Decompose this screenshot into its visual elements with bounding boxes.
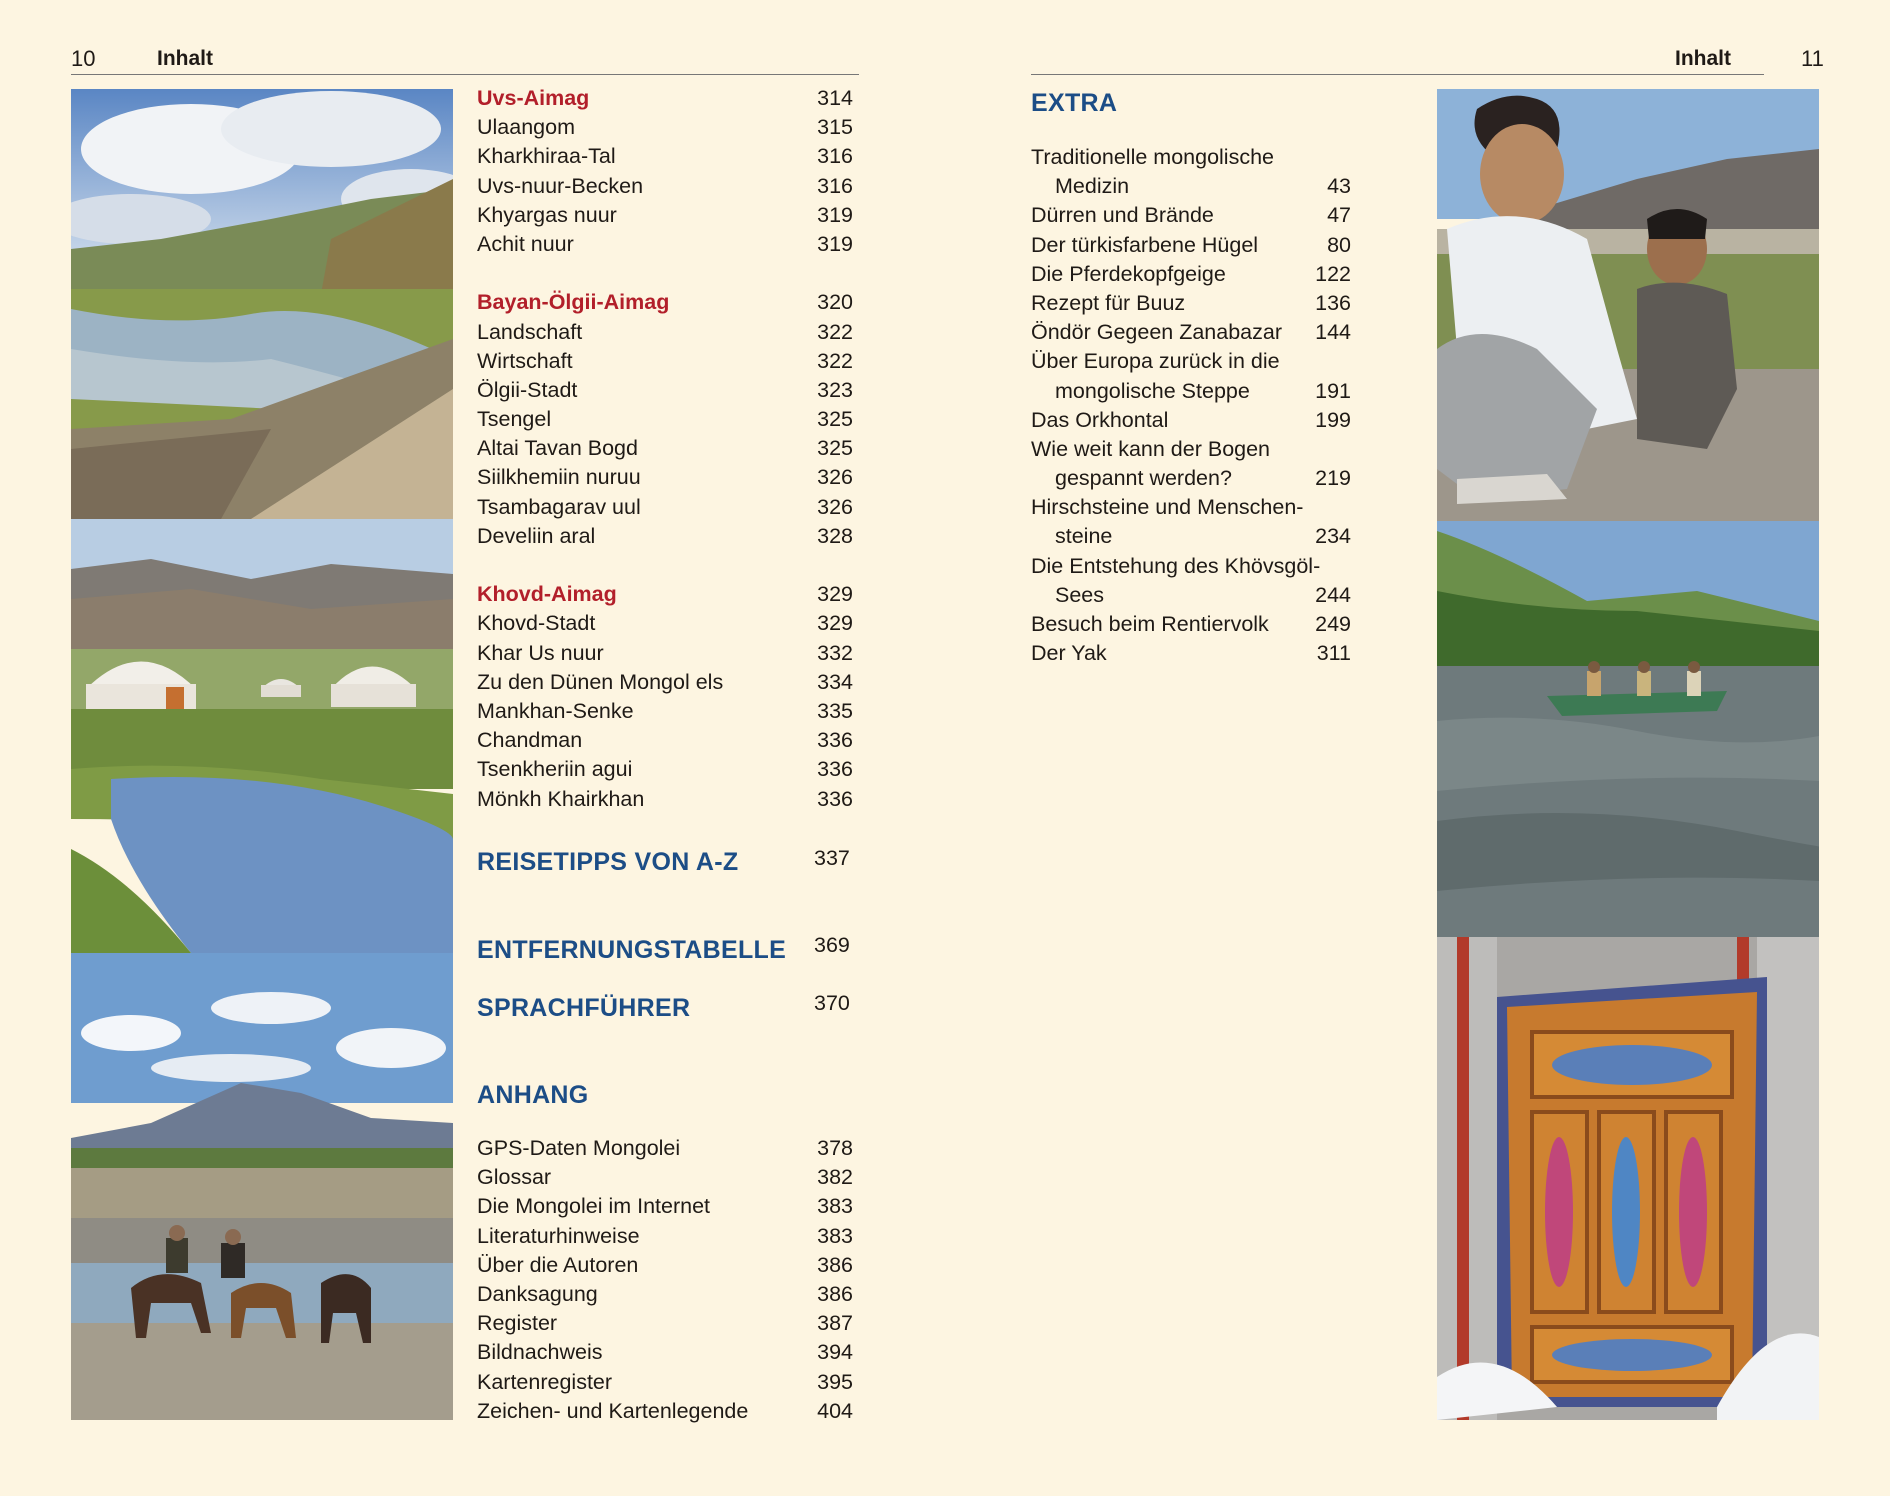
toc-entry[interactable]: Kartenregister 395 xyxy=(477,1369,853,1394)
toc-entry-continued[interactable]: mongolische Steppe 191 xyxy=(1055,378,1351,403)
toc-entry[interactable]: Das Orkhontal 199 xyxy=(1031,407,1351,432)
toc-entry[interactable]: Ölgii-Stadt 323 xyxy=(477,377,853,402)
toc-entry[interactable]: Hirschsteine und Menschen- xyxy=(1031,495,1304,520)
toc-entry[interactable]: Wirtschaft 322 xyxy=(477,348,853,373)
section-heading-sprachfuehrer[interactable]: SPRACHFÜHRER xyxy=(477,994,691,1022)
toc-entry[interactable]: Zu den Dünen Mongol els 334 xyxy=(477,669,853,694)
toc-entry[interactable]: Khar Us nuur 332 xyxy=(477,640,853,665)
yurt-camp-photo xyxy=(71,519,453,953)
toc-entry[interactable]: Über die Autoren 386 xyxy=(477,1252,853,1277)
toc-entry-continued[interactable]: Medizin 43 xyxy=(1055,174,1351,199)
toc-entry[interactable]: Tsenkheriin agui 336 xyxy=(477,757,853,782)
toc-entry[interactable]: Die Mongolei im Internet 383 xyxy=(477,1194,853,1219)
region-heading[interactable]: Bayan-Ölgii-Aimag 320 xyxy=(477,290,853,315)
toc-regions xyxy=(477,84,853,814)
header-rule xyxy=(71,74,859,75)
toc-entry[interactable]: Kharkhiraa-Tal 316 xyxy=(477,144,853,169)
toc-entry-continued[interactable]: steine 234 xyxy=(1055,524,1351,549)
toc-entry[interactable]: Siilkhemiin nuruu 326 xyxy=(477,465,853,490)
page-number: 11 xyxy=(1801,46,1824,71)
toc-entry-continued[interactable]: Sees 244 xyxy=(1055,582,1351,607)
toc-entry[interactable]: Wie weit kann der Bogen xyxy=(1031,436,1271,461)
section-heading-entfernungstabelle[interactable]: ENTFERNUNGSTABELLE xyxy=(477,936,787,964)
yurt-door-photo xyxy=(1437,937,1819,1420)
toc-entry[interactable]: Dürren und Brände 47 xyxy=(1031,203,1351,228)
toc-entry[interactable]: Bildnachweis 394 xyxy=(477,1340,853,1365)
right-page xyxy=(945,0,1890,1496)
toc-entry[interactable]: Altai Tavan Bogd 325 xyxy=(477,436,853,461)
page-header-title: Inhalt xyxy=(157,47,213,70)
toc-entry[interactable]: Uvs-nuur-Becken 316 xyxy=(477,173,853,198)
toc-appendix xyxy=(477,1134,853,1426)
toc-entry[interactable]: Mönkh Khairkhan 336 xyxy=(477,786,853,811)
toc-entry[interactable]: Danksagung 386 xyxy=(477,1281,853,1306)
toc-entry[interactable]: Über Europa zurück in die xyxy=(1031,349,1280,374)
header-rule xyxy=(1031,74,1764,75)
toc-entry[interactable]: Glossar 382 xyxy=(477,1165,853,1190)
mongolian-boys-photo xyxy=(1437,89,1819,521)
section-page-number: 337 xyxy=(814,846,850,870)
toc-entry[interactable]: Der türkisfarbene Hügel 80 xyxy=(1031,232,1351,257)
toc-extra xyxy=(1031,143,1351,668)
toc-entry[interactable]: Landschaft 322 xyxy=(477,319,853,344)
toc-entry[interactable]: Tsengel 325 xyxy=(477,407,853,432)
region-heading[interactable]: Khovd-Aimag 329 xyxy=(477,582,853,607)
page-number: 10 xyxy=(71,46,96,71)
toc-entry[interactable]: Achit nuur 319 xyxy=(477,231,853,256)
toc-entry[interactable]: Develiin aral 328 xyxy=(477,523,853,548)
toc-entry[interactable]: Die Pferdekopfgeige 122 xyxy=(1031,261,1351,286)
toc-entry[interactable]: Besuch beim Rentiervolk 249 xyxy=(1031,612,1351,636)
spacer xyxy=(477,551,853,580)
toc-entry[interactable]: Zeichen- und Kartenlegende 404 xyxy=(477,1398,853,1423)
toc-entry[interactable]: Tsambagarav uul 326 xyxy=(477,494,853,519)
toc-entry[interactable]: Register 387 xyxy=(477,1311,853,1336)
toc-entry[interactable]: Ulaangom 315 xyxy=(477,115,853,140)
region-heading[interactable]: Uvs-Aimag 314 xyxy=(477,86,853,110)
toc-entry-continued[interactable]: gespannt werden? 219 xyxy=(1055,466,1351,491)
toc-entry[interactable]: Mankhan-Senke 335 xyxy=(477,698,853,723)
section-heading-anhang[interactable]: ANHANG xyxy=(477,1081,589,1109)
toc-entry[interactable]: Der Yak 311 xyxy=(1031,641,1351,666)
river-boat-photo xyxy=(1437,521,1819,937)
toc-entry[interactable]: Chandman 336 xyxy=(477,728,853,753)
section-heading-extra[interactable]: EXTRA xyxy=(1031,89,1118,117)
toc-entry[interactable]: Khovd-Stadt 329 xyxy=(477,611,853,636)
toc-entry[interactable]: Die Entstehung des Khövsgöl- xyxy=(1031,553,1321,578)
section-page-number: 370 xyxy=(814,991,850,1015)
toc-entry[interactable]: GPS-Daten Mongolei 378 xyxy=(477,1136,853,1160)
page-header-title: Inhalt xyxy=(1675,47,1731,70)
toc-entry[interactable]: Rezept für Buuz 136 xyxy=(1031,290,1351,315)
toc-entry[interactable]: Khyargas nuur 319 xyxy=(477,202,853,227)
toc-entry[interactable]: Traditionelle mongolische xyxy=(1031,145,1274,169)
section-heading-reisetipps[interactable]: REISETIPPS VON A-Z xyxy=(477,848,739,876)
toc-entry[interactable]: Öndör Gegeen Zanabazar 144 xyxy=(1031,320,1351,345)
section-page-number: 369 xyxy=(814,933,850,957)
toc-entry[interactable]: Literaturhinweise 383 xyxy=(477,1223,853,1248)
horse-riders-photo xyxy=(71,953,453,1420)
spacer xyxy=(477,259,853,288)
river-valley-photo xyxy=(71,89,453,519)
